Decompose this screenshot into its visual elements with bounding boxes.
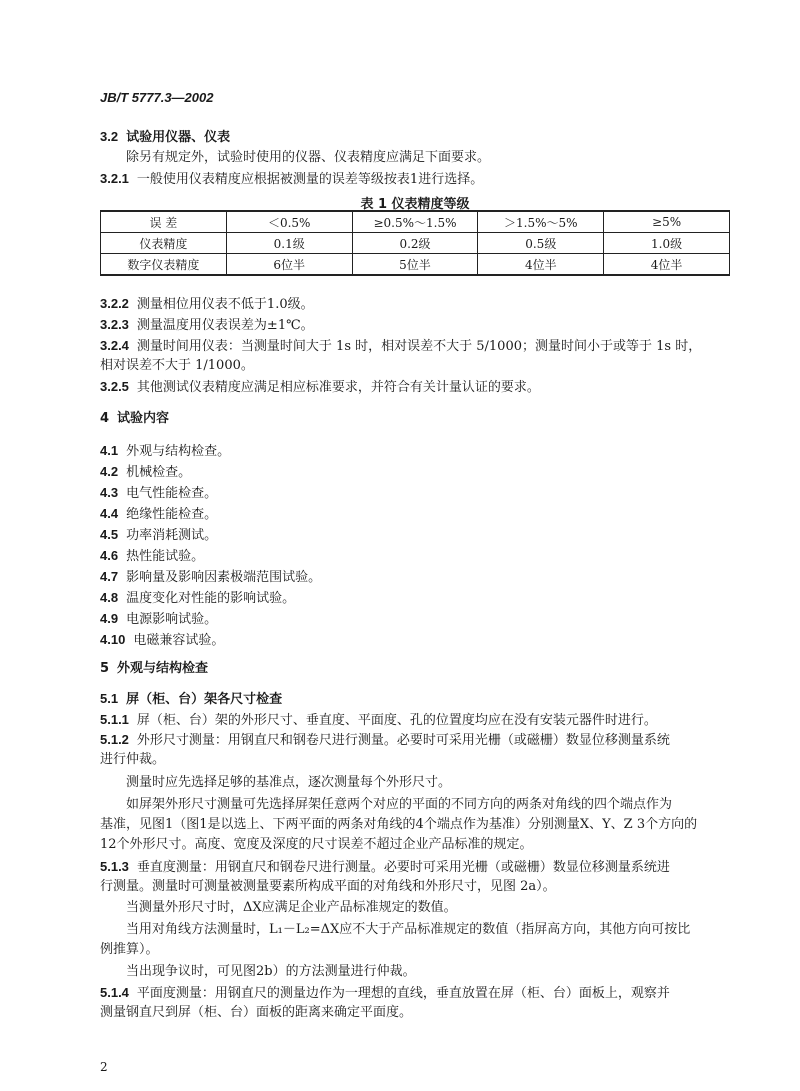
section-5-1-4-cont: 测量钢直尺到屏（柜、台）面板的距离来确定平面度。 xyxy=(100,1005,413,1020)
table-cell: 0.5级 xyxy=(478,233,604,254)
paragraph-cont: 12个外形尺寸。高度、宽度及深度的尺寸误差不超过企业产品标准的规定。 xyxy=(100,837,533,852)
list-item: 4.4 绝缘性能检查。 xyxy=(100,506,218,522)
section-3-2-para: 除另有规定外，试验时使用的仪器、仪表精度应满足下面要求。 xyxy=(126,150,491,165)
table-cell: 0.1级 xyxy=(226,233,352,254)
list-item: 4.6 热性能试验。 xyxy=(100,548,205,564)
section-5-1-2: 5.1.2 外形尺寸测量：用钢直尺和钢卷尺进行测量。必要时可采用光栅（或磁栅）数显位移测量系统 xyxy=(100,732,670,748)
paragraph: 测量时应先选择足够的基准点，逐次测量每个外形尺寸。 xyxy=(126,775,452,790)
paragraph-cont: 基准，见图1（图1是以选上、下两平面的两条对角线的4个端点作为基准）分别测量X、Y、Z 3个方向的 xyxy=(100,817,698,832)
list-item: 4.7 影响量及影响因素极端范围试验。 xyxy=(100,569,322,585)
section-5-1-3: 5.1.3 垂直度测量：用钢直尺和钢卷尺进行测量。必要时可采用光栅（或磁栅）数显位移测量系统进 xyxy=(100,859,670,875)
table-row xyxy=(101,233,730,254)
list-item: 4.10 电磁兼容试验。 xyxy=(100,632,225,648)
section-4-heading: 4 试验内容 xyxy=(100,411,170,426)
table-1 xyxy=(100,210,730,276)
list-item: 4.1 外观与结构检查。 xyxy=(100,443,231,459)
section-5-1-3-cont: 行测量。测量时可测量被测量要素所构成平面的对角线和外形尺寸，见图 2a）。 xyxy=(100,879,556,894)
list-item: 4.2 机械检查。 xyxy=(100,464,192,480)
section-3-2-2: 3.2.2 测量相位用仪表不低于1.0级。 xyxy=(100,296,314,312)
document-code: JB/T 5777.3—2002 xyxy=(100,90,214,105)
section-3-2-4-cont: 相对误差不大于 1/1000。 xyxy=(100,358,254,373)
table-row xyxy=(101,211,730,233)
table-cell: ≥5% xyxy=(604,211,730,233)
section-5-1-2-cont: 进行仲裁。 xyxy=(100,752,166,767)
table-cell: ＞1.5%～5% xyxy=(478,211,604,233)
section-5-1-4: 5.1.4 平面度测量：用钢直尺的测量边作为一理想的直线，垂直放置在屏（柜、台）面板上，观察并 xyxy=(100,985,670,1001)
section-5-1-heading: 5.1 屏（柜、台）架各尺寸检查 xyxy=(100,691,283,707)
table-cell: 6位半 xyxy=(226,254,352,276)
section-3-2-4: 3.2.4 测量时间用仪表：当测量时间大于 1s 时，相对误差不大于 5/1000；测量时间小于或等于 1s 时， xyxy=(100,338,702,354)
paragraph-cont: 例推算）。 xyxy=(100,942,159,957)
section-3-2-1: 3.2.1 一般使用仪表精度应根据被测量的误差等级按表1进行选择。 xyxy=(100,171,484,187)
table-1-caption: 表 1 仪表精度等级 xyxy=(360,197,470,212)
section-5-1-1: 5.1.1 屏（柜、台）架的外形尺寸、垂直度、平面度、孔的位置度均应在没有安装元器件时进行。 xyxy=(100,712,657,728)
section-3-2-heading: 3.2 试验用仪器、仪表 xyxy=(100,129,231,145)
table-row xyxy=(101,254,730,276)
paragraph: 当测量外形尺寸时，ΔX应满足企业产品标准规定的数值。 xyxy=(126,900,457,915)
section-3-2-5: 3.2.5 其他测试仪表精度应满足相应标准要求，并符合有关计量认证的要求。 xyxy=(100,379,540,395)
table-cell: 4位半 xyxy=(478,254,604,276)
table-cell: 数字仪表精度 xyxy=(101,254,227,276)
table-cell: 0.2级 xyxy=(352,233,478,254)
list-item: 4.8 温度变化对性能的影响试验。 xyxy=(100,590,296,606)
paragraph: 当出现争议时，可见图2b）的方法测量进行仲裁。 xyxy=(126,964,416,979)
list-item: 4.5 功率消耗测试。 xyxy=(100,527,218,543)
table-cell: 4位半 xyxy=(604,254,730,276)
table-cell: ≥0.5%～1.5% xyxy=(352,211,478,233)
paragraph: 如屏架外形尺寸测量可先选择屏架任意两个对应的平面的不同方向的两条对角线的四个端点作为 xyxy=(126,797,673,812)
table-cell: 1.0级 xyxy=(604,233,730,254)
section-3-2-3: 3.2.3 测量温度用仪表误差为±1℃。 xyxy=(100,317,314,333)
table-cell: 误 差 xyxy=(101,211,227,233)
page-number: 2 xyxy=(100,1060,108,1074)
list-item: 4.9 电源影响试验。 xyxy=(100,611,218,627)
table-cell: 仪表精度 xyxy=(101,233,227,254)
section-5-heading: 5 外观与结构检查 xyxy=(100,661,209,676)
paragraph: 当用对角线方法测量时，L₁－L₂=ΔX应不大于产品标准规定的数值（指屏高方向，其他方向可按比 xyxy=(126,922,691,937)
table-cell: 5位半 xyxy=(352,254,478,276)
list-item: 4.3 电气性能检查。 xyxy=(100,485,218,501)
table-cell: ＜0.5% xyxy=(226,211,352,233)
